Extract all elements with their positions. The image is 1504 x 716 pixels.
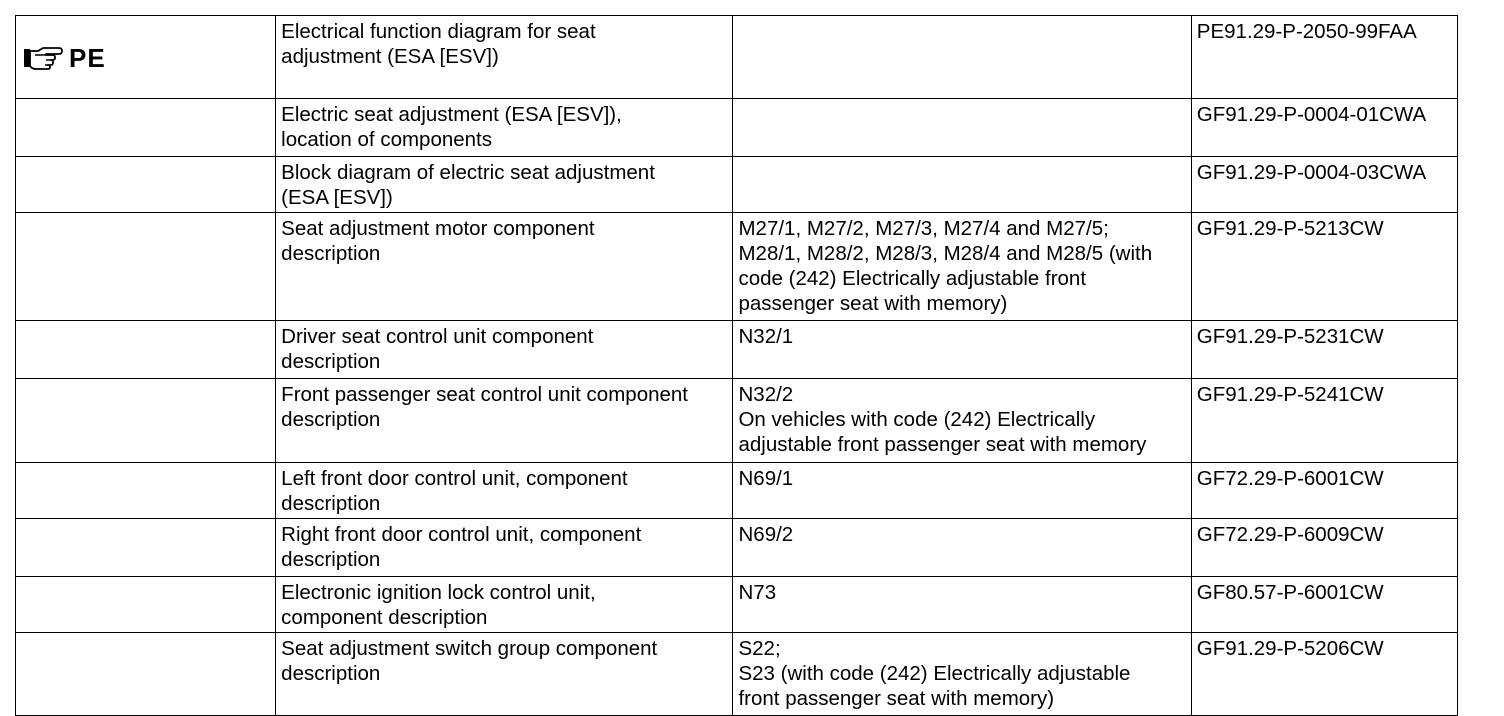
- components-cell: N73: [733, 577, 1191, 633]
- reference-table: [15, 15, 1458, 716]
- table-row: [16, 577, 1458, 633]
- reference-cell: GF91.29-P-5231CW: [1191, 321, 1457, 379]
- table-row: [16, 379, 1458, 463]
- pointing-hand-icon: [23, 46, 63, 70]
- tag-cell: [16, 463, 276, 519]
- reference-cell: GF91.29-P-0004-03CWA: [1191, 157, 1457, 213]
- components-cell: N32/1: [733, 321, 1191, 379]
- description-cell: Right front door control unit, component description: [276, 519, 733, 577]
- components-cell: N69/1: [733, 463, 1191, 519]
- description-cell: Seat adjustment motor component description: [276, 213, 733, 321]
- tag-cell: [16, 577, 276, 633]
- tag-cell: [16, 519, 276, 577]
- components-cell: N32/2 On vehicles with code (242) Electrically adjustable front passenger seat with memory: [733, 379, 1191, 463]
- table-row: [16, 519, 1458, 577]
- components-cell: S22; S23 (with code (242) Electrically adjustable front passenger seat with memory): [733, 633, 1191, 716]
- components-cell: [733, 99, 1191, 157]
- description-cell: Electric seat adjustment (ESA [ESV]), location of components: [276, 99, 733, 157]
- components-cell: N69/2: [733, 519, 1191, 577]
- reference-cell: GF80.57-P-6001CW: [1191, 577, 1457, 633]
- tag-cell: [16, 16, 276, 99]
- tag-cell: [16, 379, 276, 463]
- tag-cell: [16, 213, 276, 321]
- table-row: [16, 321, 1458, 379]
- description-cell: Electronic ignition lock control unit, component description: [276, 577, 733, 633]
- components-cell: M27/1, M27/2, M27/3, M27/4 and M27/5; M28/1, M28/2, M28/3, M28/4 and M28/5 (with code (242) Electrically adjustable front passenger seat with memory): [733, 213, 1191, 321]
- reference-cell: GF91.29-P-5206CW: [1191, 633, 1457, 716]
- reference-cell: PE91.29-P-2050-99FAA: [1191, 16, 1457, 99]
- table-row: [16, 99, 1458, 157]
- table-row: [16, 213, 1458, 321]
- description-cell: Electrical function diagram for seat adjustment (ESA [ESV]): [276, 16, 733, 99]
- description-cell: Seat adjustment switch group component description: [276, 633, 733, 716]
- description-cell: Driver seat control unit component description: [276, 321, 733, 379]
- components-cell: [733, 16, 1191, 99]
- table-row: [16, 463, 1458, 519]
- reference-cell: GF72.29-P-6009CW: [1191, 519, 1457, 577]
- reference-cell: GF72.29-P-6001CW: [1191, 463, 1457, 519]
- pe-tag: [21, 44, 270, 72]
- tag-cell: [16, 99, 276, 157]
- table-row: [16, 157, 1458, 213]
- reference-cell: GF91.29-P-5213CW: [1191, 213, 1457, 321]
- tag-cell: [16, 157, 276, 213]
- tag-label: PE: [69, 43, 106, 73]
- reference-cell: GF91.29-P-5241CW: [1191, 379, 1457, 463]
- components-cell: [733, 157, 1191, 213]
- tag-cell: [16, 633, 276, 716]
- description-cell: Left front door control unit, component description: [276, 463, 733, 519]
- description-cell: Block diagram of electric seat adjustment (ESA [ESV]): [276, 157, 733, 213]
- reference-cell: GF91.29-P-0004-01CWA: [1191, 99, 1457, 157]
- table-row: [16, 16, 1458, 99]
- description-cell: Front passenger seat control unit component description: [276, 379, 733, 463]
- table-row: [16, 633, 1458, 716]
- tag-cell: [16, 321, 276, 379]
